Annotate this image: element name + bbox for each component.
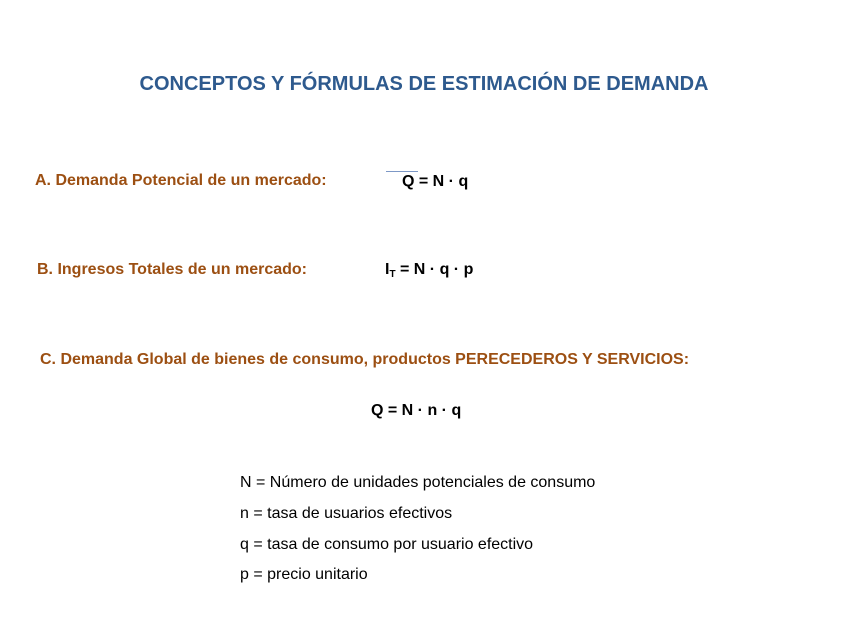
page-title: CONCEPTOS Y FÓRMULAS DE ESTIMACIÓN DE DEMANDA — [139, 73, 709, 95]
section-a-formula: Q = N · q — [402, 173, 469, 190]
definition-q: q = tasa de consumo por usuario efectivo — [240, 536, 534, 553]
section-c-label: C. Demanda Global de bienes de consumo, productos PERECEDEROS Y SERVICIOS: — [40, 351, 690, 368]
definition-N: N = Número de unidades potenciales de consumo — [240, 474, 596, 491]
section-b-label: B. Ingresos Totales de un mercado: — [37, 261, 307, 278]
section-b-formula — [385, 261, 473, 280]
definition-n: n = tasa de usuarios efectivos — [240, 505, 453, 522]
section-c-formula: Q = N · n · q — [371, 402, 462, 419]
definition-p: p = precio unitario — [240, 566, 368, 583]
formula-expression: = N · q · p — [395, 261, 474, 278]
formula-symbol: I — [385, 261, 390, 278]
formula-subscript: T — [389, 269, 396, 280]
section-a-label: A. Demanda Potencial de un mercado: — [35, 172, 327, 189]
formula-overline-mark — [386, 171, 418, 172]
